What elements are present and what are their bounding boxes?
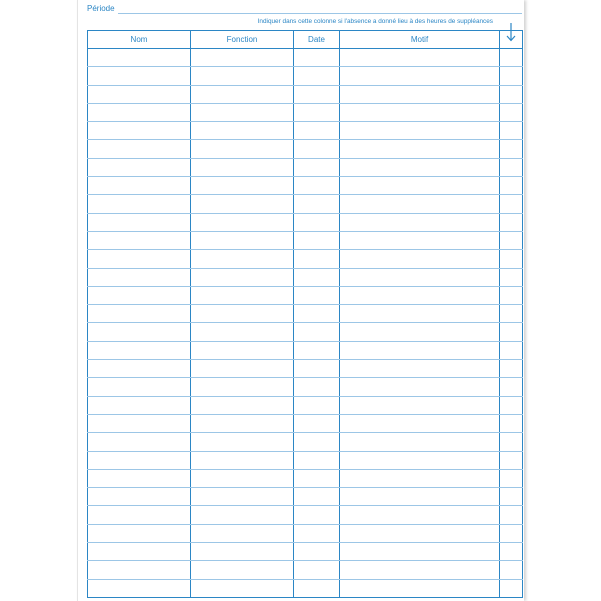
cell-nom[interactable] bbox=[88, 103, 191, 121]
cell-date[interactable] bbox=[294, 85, 340, 103]
cell-fonction[interactable] bbox=[191, 469, 294, 487]
cell-date[interactable] bbox=[294, 177, 340, 195]
table-row bbox=[88, 488, 523, 506]
period-field bbox=[87, 2, 522, 14]
cell-date[interactable] bbox=[294, 323, 340, 341]
cell-date[interactable] bbox=[294, 231, 340, 249]
table-row bbox=[88, 433, 523, 451]
cell-nom[interactable] bbox=[88, 506, 191, 524]
cell-nom[interactable] bbox=[88, 305, 191, 323]
cell-date[interactable] bbox=[294, 451, 340, 469]
cell-nom[interactable] bbox=[88, 414, 191, 432]
cell-nom[interactable] bbox=[88, 488, 191, 506]
cell-fonction[interactable] bbox=[191, 268, 294, 286]
cell-nom[interactable] bbox=[88, 213, 191, 231]
cell-date[interactable] bbox=[294, 360, 340, 378]
cell-nom[interactable] bbox=[88, 140, 191, 158]
cell-fonction[interactable] bbox=[191, 213, 294, 231]
cell-fonction[interactable] bbox=[191, 250, 294, 268]
cell-date[interactable] bbox=[294, 378, 340, 396]
cell-motif[interactable] bbox=[340, 103, 500, 121]
cell-fonction[interactable] bbox=[191, 140, 294, 158]
cell-date[interactable] bbox=[294, 506, 340, 524]
cell-fonction[interactable] bbox=[191, 433, 294, 451]
cell-motif[interactable] bbox=[340, 286, 500, 304]
column-header-fonction: Fonction bbox=[191, 31, 294, 49]
cell-supply-hours[interactable] bbox=[500, 103, 523, 121]
table-row bbox=[88, 506, 523, 524]
cell-motif[interactable] bbox=[340, 250, 500, 268]
cell-nom[interactable] bbox=[88, 85, 191, 103]
cell-motif[interactable] bbox=[340, 67, 500, 85]
cell-supply-hours[interactable] bbox=[500, 341, 523, 359]
cell-fonction[interactable] bbox=[191, 414, 294, 432]
cell-supply-hours[interactable] bbox=[500, 286, 523, 304]
period-label: Période bbox=[87, 4, 115, 13]
table-row bbox=[88, 231, 523, 249]
cell-motif[interactable] bbox=[340, 506, 500, 524]
cell-motif[interactable] bbox=[340, 488, 500, 506]
cell-date[interactable] bbox=[294, 488, 340, 506]
cell-motif[interactable] bbox=[340, 451, 500, 469]
cell-nom[interactable] bbox=[88, 378, 191, 396]
cell-date[interactable] bbox=[294, 543, 340, 561]
table-row bbox=[88, 451, 523, 469]
form-page bbox=[77, 0, 524, 601]
table-row bbox=[88, 286, 523, 304]
cell-supply-hours[interactable] bbox=[500, 469, 523, 487]
cell-supply-hours[interactable] bbox=[500, 67, 523, 85]
cell-motif[interactable] bbox=[340, 268, 500, 286]
cell-date[interactable] bbox=[294, 305, 340, 323]
cell-fonction[interactable] bbox=[191, 177, 294, 195]
cell-motif[interactable] bbox=[340, 378, 500, 396]
table-row bbox=[88, 85, 523, 103]
cell-nom[interactable] bbox=[88, 158, 191, 176]
cell-supply-hours[interactable] bbox=[500, 140, 523, 158]
cell-date[interactable] bbox=[294, 195, 340, 213]
cell-nom[interactable] bbox=[88, 268, 191, 286]
cell-date[interactable] bbox=[294, 268, 340, 286]
cell-motif[interactable] bbox=[340, 213, 500, 231]
cell-date[interactable] bbox=[294, 213, 340, 231]
cell-supply-hours[interactable] bbox=[500, 177, 523, 195]
table-row bbox=[88, 67, 523, 85]
cell-supply-hours[interactable] bbox=[500, 122, 523, 140]
cell-fonction[interactable] bbox=[191, 506, 294, 524]
cell-date[interactable] bbox=[294, 67, 340, 85]
cell-motif[interactable] bbox=[340, 543, 500, 561]
cell-nom[interactable] bbox=[88, 524, 191, 542]
table-row bbox=[88, 195, 523, 213]
cell-motif[interactable] bbox=[340, 579, 500, 597]
cell-motif[interactable] bbox=[340, 323, 500, 341]
cell-supply-hours[interactable] bbox=[500, 433, 523, 451]
cell-motif[interactable] bbox=[340, 469, 500, 487]
cell-nom[interactable] bbox=[88, 579, 191, 597]
cell-supply-hours[interactable] bbox=[500, 305, 523, 323]
table-row bbox=[88, 213, 523, 231]
table-row bbox=[88, 158, 523, 176]
cell-supply-hours[interactable] bbox=[500, 579, 523, 597]
cell-nom[interactable] bbox=[88, 451, 191, 469]
cell-nom[interactable] bbox=[88, 195, 191, 213]
table-row bbox=[88, 341, 523, 359]
cell-date[interactable] bbox=[294, 579, 340, 597]
cell-supply-hours[interactable] bbox=[500, 195, 523, 213]
cell-fonction[interactable] bbox=[191, 378, 294, 396]
cell-date[interactable] bbox=[294, 396, 340, 414]
cell-motif[interactable] bbox=[340, 561, 500, 579]
cell-date[interactable] bbox=[294, 140, 340, 158]
table-row bbox=[88, 122, 523, 140]
cell-supply-hours[interactable] bbox=[500, 561, 523, 579]
cell-nom[interactable] bbox=[88, 250, 191, 268]
cell-fonction[interactable] bbox=[191, 341, 294, 359]
cell-fonction[interactable] bbox=[191, 360, 294, 378]
cell-date[interactable] bbox=[294, 433, 340, 451]
cell-date[interactable] bbox=[294, 250, 340, 268]
column-header-supply-hours bbox=[500, 31, 523, 49]
cell-nom[interactable] bbox=[88, 231, 191, 249]
column-header-date: Date bbox=[294, 31, 340, 49]
table-header-row bbox=[88, 31, 523, 49]
cell-motif[interactable] bbox=[340, 85, 500, 103]
cell-supply-hours[interactable] bbox=[500, 268, 523, 286]
cell-motif[interactable] bbox=[340, 231, 500, 249]
cell-nom[interactable] bbox=[88, 396, 191, 414]
cell-supply-hours[interactable] bbox=[500, 158, 523, 176]
cell-motif[interactable] bbox=[340, 341, 500, 359]
table-row bbox=[88, 140, 523, 158]
cell-fonction[interactable] bbox=[191, 488, 294, 506]
table-row bbox=[88, 414, 523, 432]
cell-supply-hours[interactable] bbox=[500, 49, 523, 67]
supply-hours-note: Indiquer dans cette colonne si l'absence a donné lieu à des heures de suppléances bbox=[257, 18, 493, 25]
cell-motif[interactable] bbox=[340, 122, 500, 140]
cell-motif[interactable] bbox=[340, 177, 500, 195]
cell-date[interactable] bbox=[294, 122, 340, 140]
cell-fonction[interactable] bbox=[191, 396, 294, 414]
cell-nom[interactable] bbox=[88, 543, 191, 561]
cell-supply-hours[interactable] bbox=[500, 396, 523, 414]
cell-supply-hours[interactable] bbox=[500, 213, 523, 231]
table-row bbox=[88, 543, 523, 561]
cell-fonction[interactable] bbox=[191, 231, 294, 249]
cell-motif[interactable] bbox=[340, 396, 500, 414]
absence-table bbox=[87, 30, 523, 598]
cell-date[interactable] bbox=[294, 103, 340, 121]
cell-supply-hours[interactable] bbox=[500, 451, 523, 469]
table-row bbox=[88, 250, 523, 268]
cell-date[interactable] bbox=[294, 341, 340, 359]
cell-date[interactable] bbox=[294, 561, 340, 579]
table-row bbox=[88, 561, 523, 579]
cell-supply-hours[interactable] bbox=[500, 506, 523, 524]
table-row bbox=[88, 396, 523, 414]
table-row bbox=[88, 378, 523, 396]
cell-motif[interactable] bbox=[340, 305, 500, 323]
cell-motif[interactable] bbox=[340, 360, 500, 378]
table-row bbox=[88, 49, 523, 67]
cell-supply-hours[interactable] bbox=[500, 85, 523, 103]
cell-nom[interactable] bbox=[88, 360, 191, 378]
cell-fonction[interactable] bbox=[191, 323, 294, 341]
cell-fonction[interactable] bbox=[191, 579, 294, 597]
cell-supply-hours[interactable] bbox=[500, 488, 523, 506]
period-input-line[interactable] bbox=[118, 4, 522, 14]
table-row bbox=[88, 360, 523, 378]
cell-nom[interactable] bbox=[88, 561, 191, 579]
cell-fonction[interactable] bbox=[191, 451, 294, 469]
table-row bbox=[88, 323, 523, 341]
cell-fonction[interactable] bbox=[191, 524, 294, 542]
cell-motif[interactable] bbox=[340, 158, 500, 176]
cell-date[interactable] bbox=[294, 286, 340, 304]
cell-motif[interactable] bbox=[340, 524, 500, 542]
cell-fonction[interactable] bbox=[191, 67, 294, 85]
cell-nom[interactable] bbox=[88, 341, 191, 359]
cell-fonction[interactable] bbox=[191, 561, 294, 579]
cell-supply-hours[interactable] bbox=[500, 250, 523, 268]
cell-supply-hours[interactable] bbox=[500, 543, 523, 561]
cell-fonction[interactable] bbox=[191, 195, 294, 213]
cell-motif[interactable] bbox=[340, 433, 500, 451]
cell-date[interactable] bbox=[294, 49, 340, 67]
cell-nom[interactable] bbox=[88, 323, 191, 341]
cell-supply-hours[interactable] bbox=[500, 378, 523, 396]
cell-date[interactable] bbox=[294, 158, 340, 176]
cell-motif[interactable] bbox=[340, 140, 500, 158]
cell-date[interactable] bbox=[294, 524, 340, 542]
cell-nom[interactable] bbox=[88, 469, 191, 487]
cell-supply-hours[interactable] bbox=[500, 323, 523, 341]
cell-fonction[interactable] bbox=[191, 103, 294, 121]
cell-nom[interactable] bbox=[88, 286, 191, 304]
table-row bbox=[88, 579, 523, 597]
table-row bbox=[88, 177, 523, 195]
cell-motif[interactable] bbox=[340, 414, 500, 432]
table-row bbox=[88, 268, 523, 286]
cell-fonction[interactable] bbox=[191, 305, 294, 323]
table-row bbox=[88, 469, 523, 487]
cell-nom[interactable] bbox=[88, 122, 191, 140]
cell-nom[interactable] bbox=[88, 49, 191, 67]
cell-fonction[interactable] bbox=[191, 122, 294, 140]
cell-nom[interactable] bbox=[88, 177, 191, 195]
cell-fonction[interactable] bbox=[191, 158, 294, 176]
cell-fonction[interactable] bbox=[191, 286, 294, 304]
table-row bbox=[88, 305, 523, 323]
cell-nom[interactable] bbox=[88, 433, 191, 451]
cell-fonction[interactable] bbox=[191, 543, 294, 561]
cell-motif[interactable] bbox=[340, 195, 500, 213]
cell-motif[interactable] bbox=[340, 49, 500, 67]
column-header-nom: Nom bbox=[88, 31, 191, 49]
cell-date[interactable] bbox=[294, 414, 340, 432]
column-header-motif: Motif bbox=[340, 31, 500, 49]
table-row bbox=[88, 524, 523, 542]
cell-fonction[interactable] bbox=[191, 85, 294, 103]
table-row bbox=[88, 103, 523, 121]
cell-date[interactable] bbox=[294, 469, 340, 487]
cell-supply-hours[interactable] bbox=[500, 231, 523, 249]
cell-supply-hours[interactable] bbox=[500, 360, 523, 378]
cell-fonction[interactable] bbox=[191, 49, 294, 67]
cell-supply-hours[interactable] bbox=[500, 524, 523, 542]
cell-supply-hours[interactable] bbox=[500, 414, 523, 432]
cell-nom[interactable] bbox=[88, 67, 191, 85]
